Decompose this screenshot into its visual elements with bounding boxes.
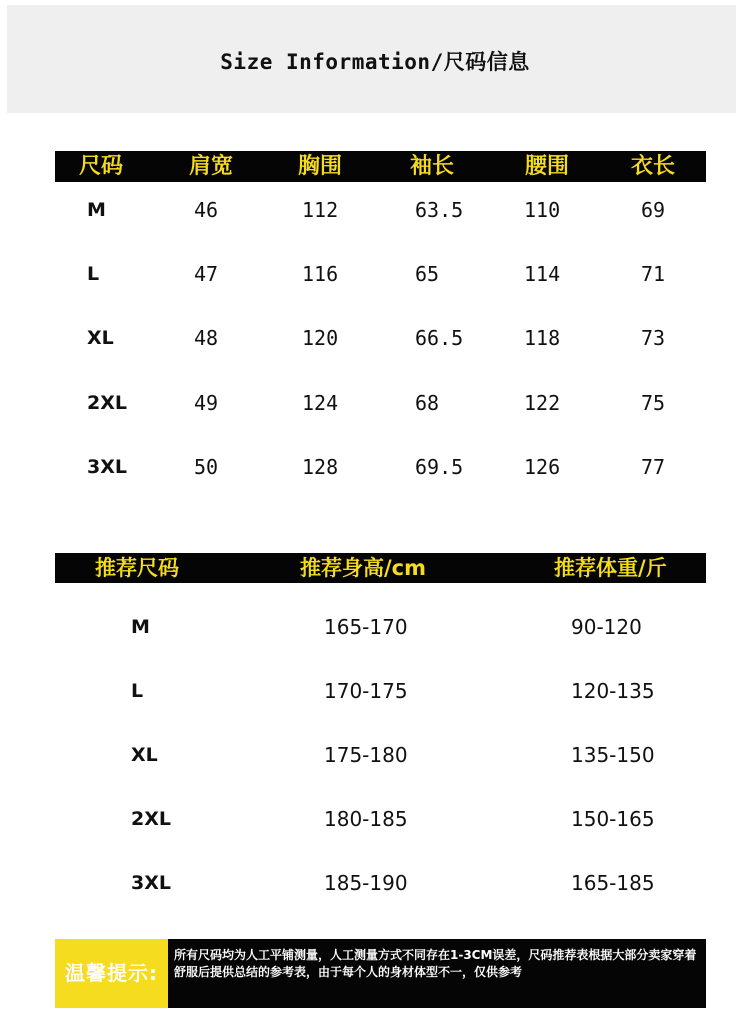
col-header-waist: 腰围 (525, 154, 570, 179)
cell-waist: 126 (524, 455, 561, 479)
cell-size: M (87, 199, 106, 221)
cell-shoulder: 46 (194, 198, 219, 222)
cell-recommend-height: 170-175 (324, 679, 408, 703)
cell-size: XL (87, 327, 114, 349)
cell-recommend-size: XL (131, 744, 158, 766)
col-header-recommend-height: 推荐身高/cm (300, 556, 426, 580)
cell-sleeve: 68 (415, 391, 440, 415)
cell-length: 73 (641, 326, 666, 350)
cell-recommend-weight: 90-120 (571, 615, 642, 639)
cell-recommend-height: 175-180 (324, 743, 408, 767)
cell-recommend-weight: 135-150 (571, 743, 655, 767)
col-header-length: 衣长 (631, 154, 676, 179)
cell-waist: 122 (524, 391, 561, 415)
cell-recommend-size: 3XL (131, 872, 171, 894)
recommend-table-header (55, 553, 706, 583)
cell-recommend-size: L (131, 680, 144, 702)
cell-sleeve: 66.5 (415, 326, 464, 350)
cell-chest: 120 (302, 326, 339, 350)
cell-waist: 114 (524, 262, 561, 286)
tip-box (55, 939, 706, 1008)
tip-label: 温馨提示: (55, 939, 168, 1008)
cell-recommend-height: 165-170 (324, 615, 408, 639)
col-header-recommend-size: 推荐尺码 (95, 556, 179, 580)
cell-recommend-size: M (131, 616, 150, 638)
cell-recommend-weight: 150-165 (571, 807, 655, 831)
cell-length: 75 (641, 391, 666, 415)
cell-chest: 112 (302, 198, 339, 222)
cell-length: 71 (641, 262, 666, 286)
col-header-recommend-weight: 推荐体重/斤 (554, 556, 667, 580)
col-header-shoulder: 肩宽 (189, 154, 234, 179)
cell-recommend-weight: 165-185 (571, 871, 655, 895)
cell-shoulder: 48 (194, 326, 219, 350)
cell-sleeve: 65 (415, 262, 440, 286)
cell-chest: 124 (302, 391, 339, 415)
col-header-chest: 胸围 (298, 154, 343, 179)
cell-length: 69 (641, 198, 666, 222)
cell-sleeve: 69.5 (415, 455, 464, 479)
cell-waist: 110 (524, 198, 561, 222)
col-header-sleeve: 袖长 (410, 154, 455, 179)
cell-size: 3XL (87, 456, 127, 478)
col-header-size: 尺码 (79, 154, 124, 179)
cell-chest: 116 (302, 262, 339, 286)
cell-recommend-height: 180-185 (324, 807, 408, 831)
tip-text: 所有尺码均为人工平铺测量，人工测量方式不同存在1-3CM误差，尺码推荐表根据大部分卖家穿着舒服后提供总结的参考表，由于每个人的身材体型不一，仅供参考 (174, 948, 697, 979)
cell-sleeve: 63.5 (415, 198, 464, 222)
cell-shoulder: 49 (194, 391, 219, 415)
cell-waist: 118 (524, 326, 561, 350)
page-title: Size Information/尺码信息 (220, 50, 530, 74)
cell-shoulder: 47 (194, 262, 219, 286)
cell-recommend-height: 185-190 (324, 871, 408, 895)
cell-shoulder: 50 (194, 455, 219, 479)
size-table-header (55, 151, 706, 182)
cell-size: L (87, 263, 100, 285)
cell-recommend-weight: 120-135 (571, 679, 655, 703)
cell-size: 2XL (87, 392, 127, 414)
cell-chest: 128 (302, 455, 339, 479)
cell-length: 77 (641, 455, 666, 479)
cell-recommend-size: 2XL (131, 808, 171, 830)
